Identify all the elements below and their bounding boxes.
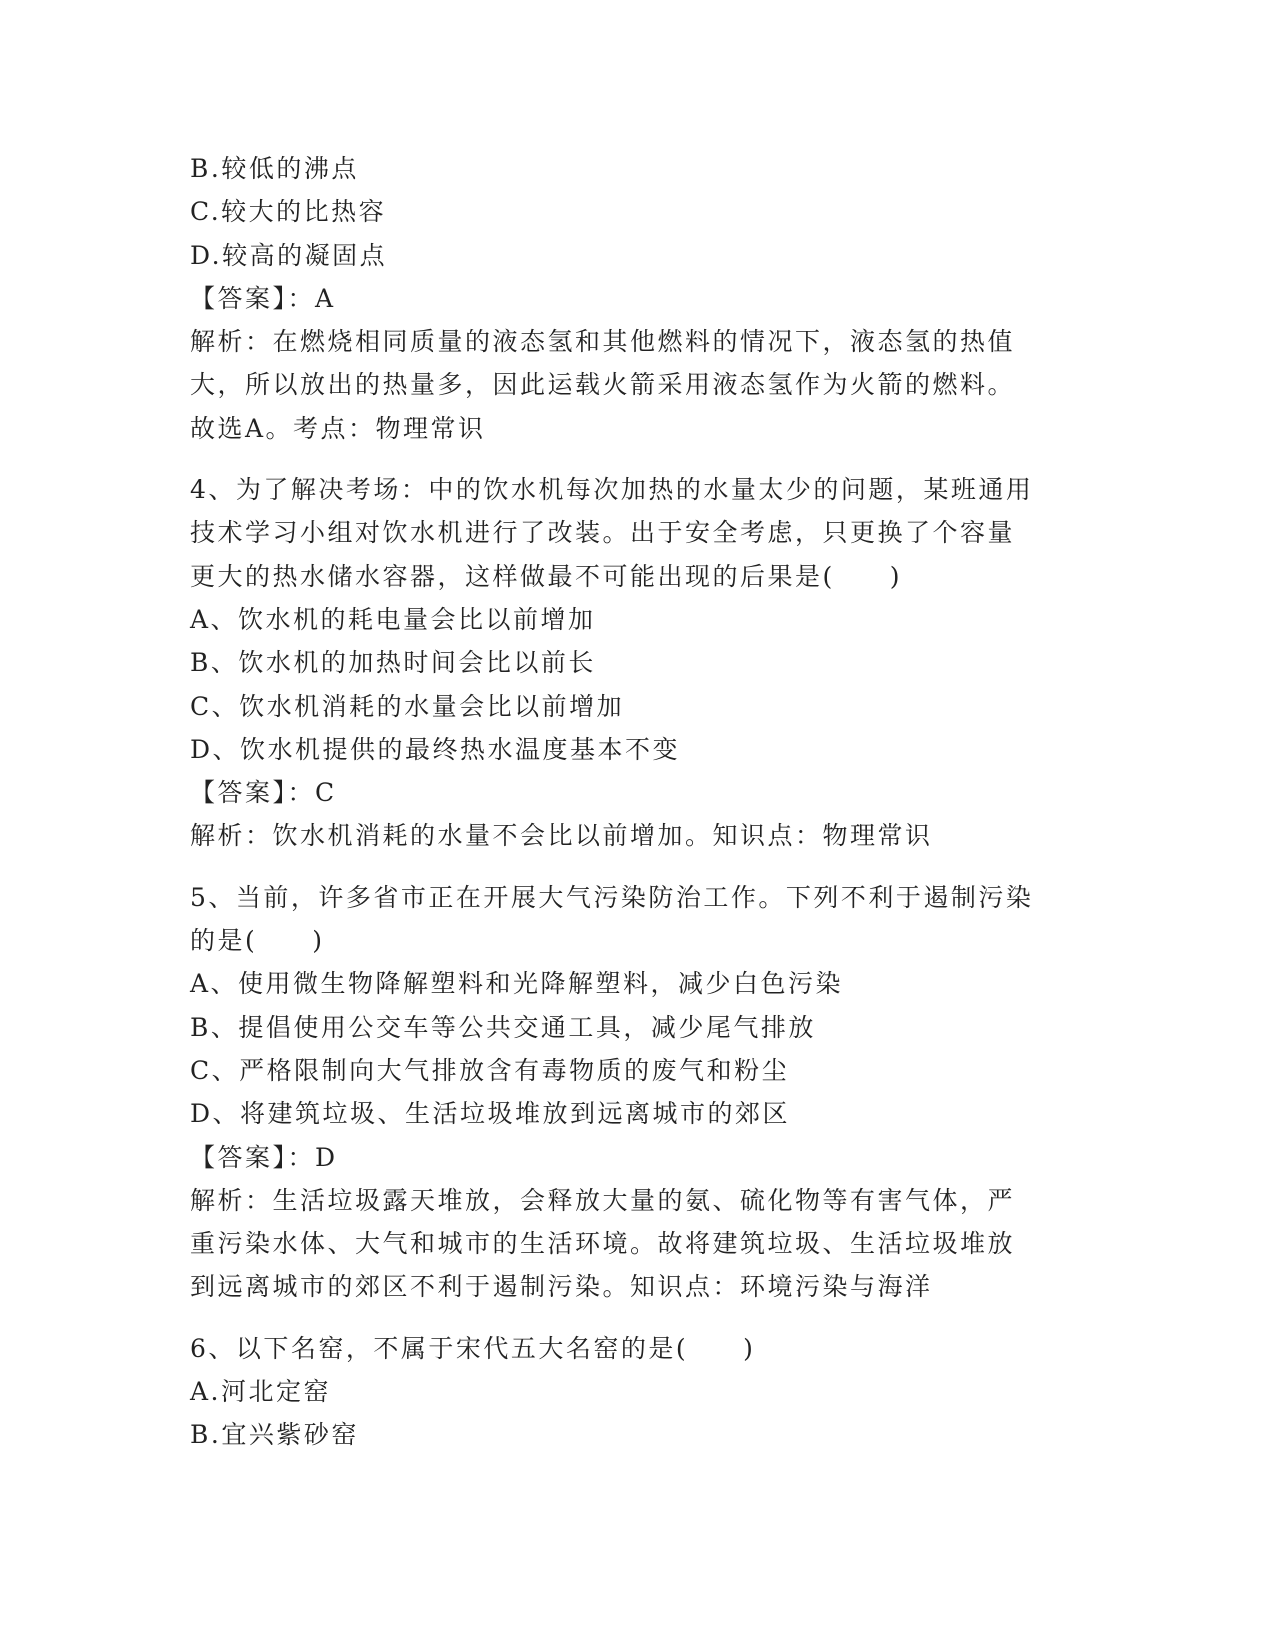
question-4-options	[190, 598, 1090, 771]
question-spacer	[190, 1309, 1090, 1327]
question-4-explanation	[190, 814, 1090, 857]
question-3-explanation	[190, 320, 1090, 450]
option-d: D、饮水机提供的最终热水温度基本不变	[190, 734, 681, 764]
explanation-line: 解析：在燃烧相同质量的液态氢和其他燃料的情况下，液态氢的热值	[190, 327, 1016, 357]
option-a: A、使用微生物降解塑料和光降解塑料，减少白色污染	[190, 969, 844, 999]
question-5-options	[190, 962, 1090, 1135]
option-c: C、饮水机消耗的水量会比以前增加	[190, 691, 625, 721]
explanation-line: 重污染水体、大气和城市的生活环境。故将建筑垃圾、生活垃圾堆放	[190, 1229, 1016, 1259]
question-stem-line: 更大的热水储水容器，这样做最不可能出现的后果是( )	[190, 561, 903, 591]
question-5-stem	[190, 876, 1090, 963]
question-stem-line: 的是( )	[190, 926, 325, 956]
question-content	[190, 147, 1090, 1457]
option-a: A.河北定窑	[190, 1377, 332, 1407]
option-b: B、饮水机的加热时间会比以前长	[190, 648, 596, 678]
option-c: C.较大的比热容	[190, 197, 387, 227]
question-spacer	[190, 858, 1090, 876]
question-spacer	[190, 450, 1090, 468]
question-4-answer: 【答案】：C	[190, 778, 337, 808]
option-b: B.较低的沸点	[190, 154, 359, 183]
question-stem-line: 4、为了解决考场：中的饮水机每次加热的水量太少的问题，某班通用	[190, 475, 1034, 505]
explanation-line: 解析：生活垃圾露天堆放，会释放大量的氨、硫化物等有害气体，严	[190, 1185, 1016, 1215]
option-b: B、提倡使用公交车等公共交通工具，减少尾气排放	[190, 1012, 816, 1042]
question-3-answer: 【答案】：A	[190, 283, 336, 313]
explanation-line: 到远离城市的郊区不利于遏制污染。知识点：环境污染与海洋	[190, 1272, 933, 1302]
option-d: D、将建筑垃圾、生活垃圾堆放到远离城市的郊区	[190, 1099, 791, 1129]
question-6-options	[190, 1370, 1090, 1457]
explanation-line: 故选A。考点：物理常识	[190, 413, 486, 443]
option-a: A、饮水机的耗电量会比以前增加	[190, 604, 596, 634]
explanation-line: 大，所以放出的热量多，因此运载火箭采用液态氢作为火箭的燃料。	[190, 370, 1016, 400]
question-stem-line: 技术学习小组对饮水机进行了改装。出于安全考虑，只更换了个容量	[190, 518, 1016, 548]
option-c: C、严格限制向大气排放含有毒物质的废气和粉尘	[190, 1055, 790, 1085]
option-d: D.较高的凝固点	[190, 240, 388, 270]
question-3-options	[190, 147, 1090, 277]
question-4-stem	[190, 468, 1090, 598]
question-stem-line: 6、以下名窑，不属于宋代五大名窑的是( )	[190, 1333, 756, 1363]
question-5-answer: 【答案】：D	[190, 1142, 338, 1172]
question-6-stem	[190, 1327, 1090, 1370]
explanation-line: 解析：饮水机消耗的水量不会比以前增加。知识点：物理常识	[190, 821, 933, 851]
question-stem-line: 5、当前，许多省市正在开展大气污染防治工作。下列不利于遏制污染	[190, 882, 1034, 912]
question-5-explanation	[190, 1179, 1090, 1309]
option-b: B.宜兴紫砂窑	[190, 1420, 359, 1450]
